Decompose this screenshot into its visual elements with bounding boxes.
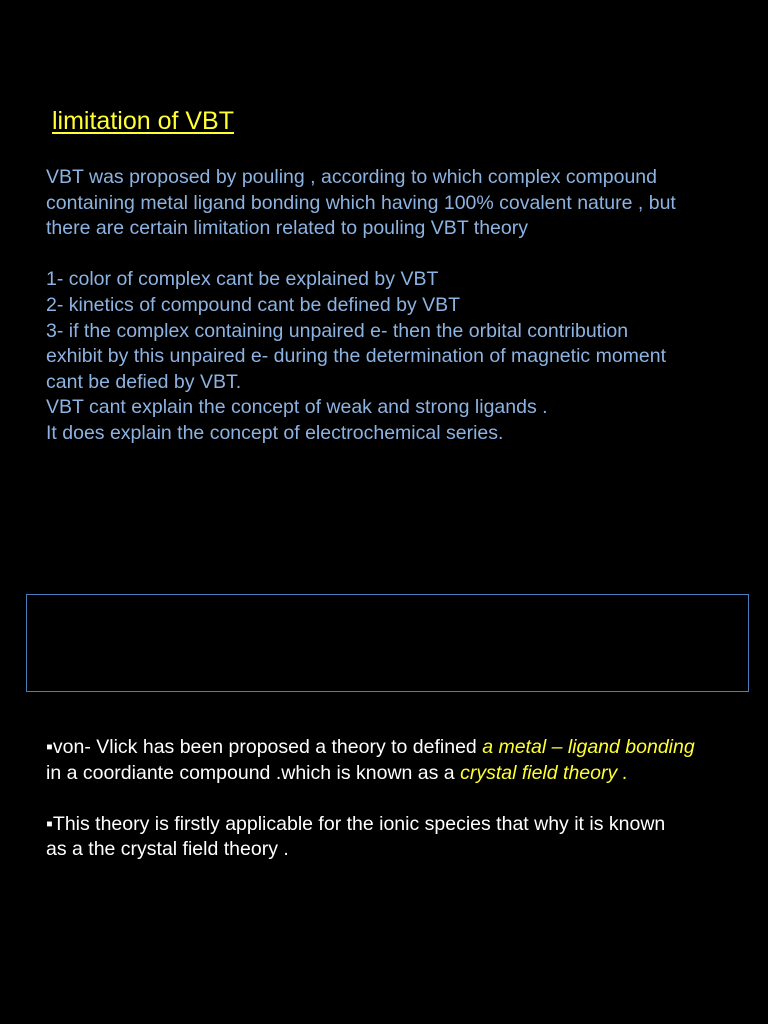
highlight-crystal-field-theory: crystal field theory — [460, 761, 618, 784]
cft-ionic-line: ▪This theory is firstly applicable for the ionic species that why it is known — [46, 812, 666, 835]
intro-line: containing metal ligand bonding which having 100% covalent nature , but — [46, 191, 676, 214]
slide1-body — [46, 165, 758, 447]
cft-intro-text: in a coordiante compound .which is known as a — [46, 761, 461, 784]
highlight-metal-ligand-bonding: a metal – ligand bonding — [482, 736, 695, 758]
cft-paragraph-line — [46, 735, 762, 761]
point-line: 1- color of complex cant be explained by VBT — [46, 268, 439, 291]
point-line: It does explain the concept of electrochemical series. — [46, 421, 504, 444]
intro-line: VBT was proposed by pouling , according to which complex compound — [46, 166, 657, 188]
paragraph-gap — [46, 786, 762, 812]
highlight-period: . — [617, 761, 629, 784]
empty-text-box — [26, 594, 749, 692]
cft-intro-text: ▪von- Vlick has been proposed a theory to defined — [46, 736, 483, 758]
point-line: 2- kinetics of compound cant be defined by VBT — [46, 293, 461, 316]
slide2-body — [46, 735, 762, 863]
cft-paragraph-line — [46, 761, 762, 787]
cft-ionic-line: as a the crystal field theory . — [46, 838, 289, 861]
point-line: cant be defied by VBT. — [46, 370, 242, 393]
point-line: VBT cant explain the concept of weak and strong ligands . — [46, 396, 548, 419]
slide-title: limitation of VBT — [52, 107, 235, 135]
intro-line: there are certain limitation related to pouling VBT theory — [46, 217, 528, 240]
paragraph-gap — [46, 242, 758, 268]
point-line: exhibit by this unpaired e- during the determination of magnetic moment — [46, 345, 667, 368]
point-line: 3- if the complex containing unpaired e- then the orbital contribution — [46, 319, 629, 342]
